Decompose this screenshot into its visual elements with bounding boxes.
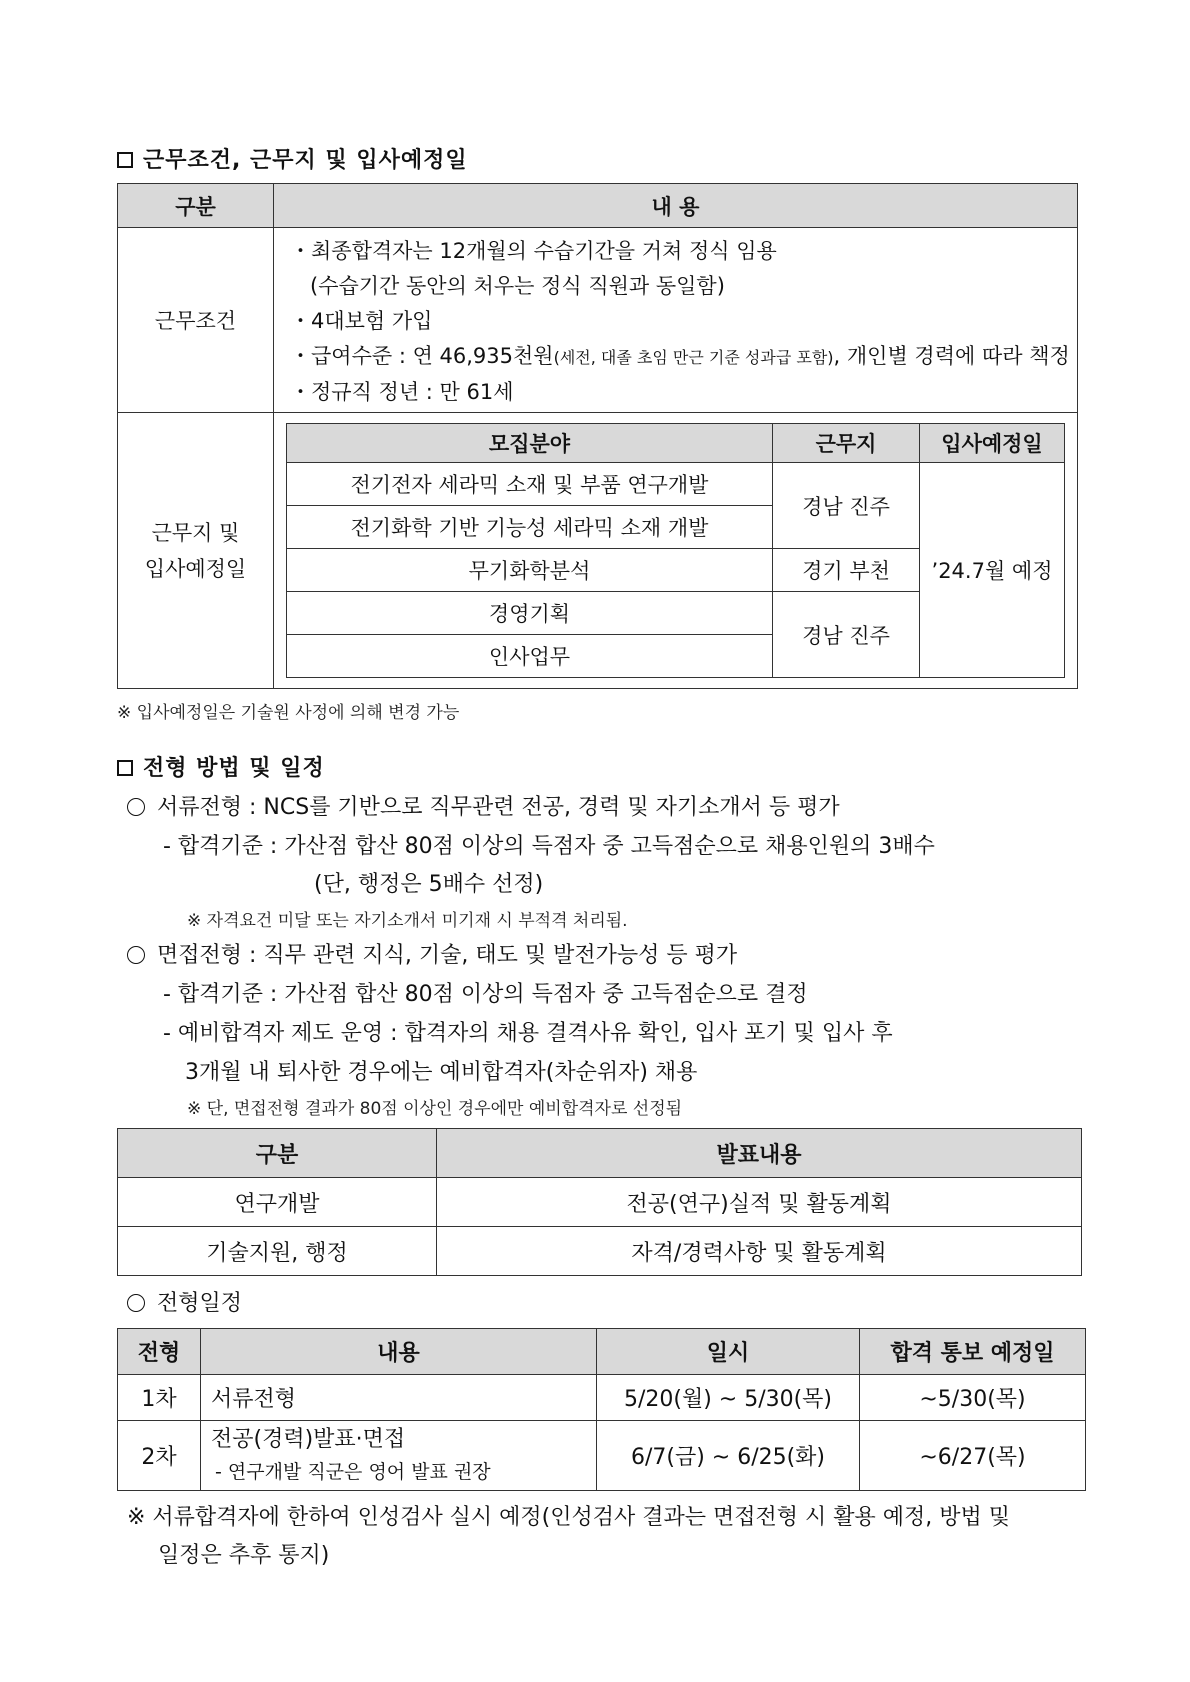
schedule-content-sub: - 연구개발 직군은 영어 발표 권장 xyxy=(215,1460,491,1483)
schedule-cell: 1차 xyxy=(118,1375,201,1421)
presentation-header-category: 구분 xyxy=(118,1129,437,1178)
condition-insurance: ・4대보험 가입 xyxy=(290,309,433,333)
doc-screening-text: 서류전형 : NCS를 기반으로 직무관련 전공, 경력 및 자기소개서 등 평가 xyxy=(157,795,840,820)
start-date-cell: ’24.7월 예정 xyxy=(920,463,1065,678)
salary-career-note: , 개인별 경력에 따라 책정 xyxy=(833,344,1070,368)
schedule-header-date: 일시 xyxy=(597,1329,860,1375)
condition-salary xyxy=(290,339,1077,375)
schedule-cell: 2차 xyxy=(118,1421,201,1491)
final-note-line-1: ※ 서류합격자에 한하여 인성검사 실시 예정(인성검사 결과는 면접전형 시 활용 예정, 방법 및 xyxy=(127,1505,1011,1530)
final-note-line-2: 일정은 추후 통지) xyxy=(158,1543,330,1568)
reserve-note: ※ 단, 면접전형 결과가 80점 이상인 경우에만 예비합격자로 선정됨 xyxy=(187,1099,683,1119)
reserve-line-2: 3개월 내 퇴사한 경우에는 예비합격자(차순위자) 채용 xyxy=(185,1060,698,1085)
location-label-line1: 근무지 및 xyxy=(151,520,240,545)
circle-bullet-icon xyxy=(127,798,145,816)
location-cell-jinju-2: 경남 진주 xyxy=(773,592,920,678)
field-cell: 전기화학 기반 기능성 세라믹 소재 개발 xyxy=(287,506,773,549)
location-inner-table xyxy=(286,423,1065,678)
inner-header-location: 근무지 xyxy=(773,424,920,463)
condition-probation: ・최종합격자는 12개월의 수습기간을 거쳐 정식 임용 xyxy=(290,239,777,263)
schedule-cell: 5/20(월) ~ 5/30(목) xyxy=(597,1375,860,1421)
field-cell: 무기화학분석 xyxy=(287,549,773,592)
location-label-line2: 입사예정일 xyxy=(144,556,247,581)
presentation-header-content: 발표내용 xyxy=(437,1129,1082,1178)
doc-criteria-line-2: (단, 행정은 5배수 선정) xyxy=(314,872,544,897)
section2-title: 전형 방법 및 일정 xyxy=(143,756,325,781)
salary-footnote: (세전, 대졸 초임 만근 기준 성과급 포함) xyxy=(553,348,834,367)
field-cell: 인사업무 xyxy=(287,635,773,678)
field-cell: 경영기획 xyxy=(287,592,773,635)
location-cell-jinju: 경남 진주 xyxy=(773,463,920,549)
reserve-line-1: - 예비합격자 제도 운영 : 합격자의 채용 결격사유 확인, 입사 포기 및 입사 후 xyxy=(163,1021,893,1046)
schedule-header-notice: 합격 통보 예정일 xyxy=(860,1329,1086,1375)
row-label-location xyxy=(118,413,274,689)
schedule-header-stage: 전형 xyxy=(118,1329,201,1375)
schedule-cell: ~5/30(목) xyxy=(860,1375,1086,1421)
section1-title: 근무조건, 근무지 및 입사예정일 xyxy=(143,148,468,173)
schedule-cell: 서류전형 xyxy=(201,1375,597,1421)
field-cell: 전기전자 세라믹 소재 및 부품 연구개발 xyxy=(287,463,773,506)
schedule-title: 전형일정 xyxy=(157,1291,243,1316)
checkbox-square-icon xyxy=(117,152,133,168)
schedule-heading xyxy=(127,1286,242,1317)
circle-bullet-icon xyxy=(127,946,145,964)
inner-header-field: 모집분야 xyxy=(287,424,773,463)
section1-heading xyxy=(117,143,468,174)
start-date-note: ※ 입사예정일은 기술원 사정에 의해 변경 가능 xyxy=(117,703,460,723)
checkbox-square-icon xyxy=(117,760,133,776)
doc-note: ※ 자격요건 미달 또는 자기소개서 미기재 시 부적격 처리됨. xyxy=(187,911,628,931)
presentation-cell: 연구개발 xyxy=(118,1178,437,1227)
interview-criteria-line: - 합격기준 : 가산점 합산 80점 이상의 득점자 중 고득점순으로 결정 xyxy=(163,982,808,1007)
row-label-conditions: 근무조건 xyxy=(118,228,274,413)
location-cell-bucheon: 경기 부천 xyxy=(773,549,920,592)
schedule-header-content: 내용 xyxy=(201,1329,597,1375)
schedule-content-cell xyxy=(201,1421,597,1491)
presentation-cell: 전공(연구)실적 및 활동계획 xyxy=(437,1178,1082,1227)
doc-criteria-line: - 합격기준 : 가산점 합산 80점 이상의 득점자 중 고득점순으로 채용인원의 3배수 xyxy=(163,834,935,859)
schedule-cell: 6/7(금) ~ 6/25(화) xyxy=(597,1421,860,1491)
doc-screening-line xyxy=(127,790,840,821)
section2-heading xyxy=(117,751,325,782)
header-category: 구분 xyxy=(118,184,274,228)
inner-header-start-date: 입사예정일 xyxy=(920,424,1065,463)
schedule-content-main: 전공(경력)발표·면접 xyxy=(211,1426,406,1452)
presentation-table xyxy=(117,1128,1082,1276)
work-conditions-table xyxy=(117,183,1078,689)
conditions-cell xyxy=(274,228,1078,413)
presentation-cell: 자격/경력사항 및 활동계획 xyxy=(437,1227,1082,1276)
schedule-table xyxy=(117,1328,1086,1491)
condition-probation-note: (수습기간 동안의 처우는 정식 직원과 동일함) xyxy=(310,274,725,298)
location-cell xyxy=(274,413,1078,689)
header-content: 내 용 xyxy=(274,184,1078,228)
salary-amount: ・급여수준 : 연 46,935천원 xyxy=(290,344,554,368)
circle-bullet-icon xyxy=(127,1294,145,1312)
presentation-cell: 기술지원, 행정 xyxy=(118,1227,437,1276)
interview-line xyxy=(127,938,737,969)
interview-text: 면접전형 : 직무 관련 지식, 기술, 태도 및 발전가능성 등 평가 xyxy=(157,943,738,968)
schedule-cell: ~6/27(목) xyxy=(860,1421,1086,1491)
condition-retirement: ・정규직 정년 : 만 61세 xyxy=(290,380,514,404)
